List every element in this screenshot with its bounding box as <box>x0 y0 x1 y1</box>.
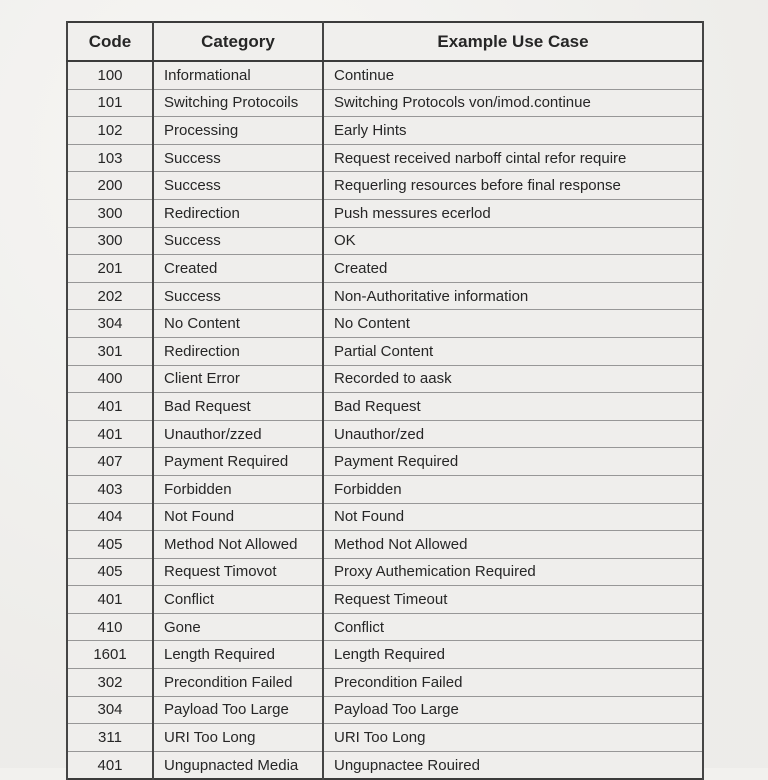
code-cell: 400 <box>67 365 153 393</box>
use-case-cell: Recorded to aask <box>323 365 703 393</box>
code-cell: 311 <box>67 724 153 752</box>
use-case-cell: Switching Protocols von/imod.continue <box>323 89 703 117</box>
header-example-use-case: Example Use Case <box>323 22 703 61</box>
header-code: Code <box>67 22 153 61</box>
category-cell: Forbidden <box>153 475 323 503</box>
code-cell: 405 <box>67 558 153 586</box>
use-case-cell: Created <box>323 255 703 283</box>
category-cell: Switching Protocoils <box>153 89 323 117</box>
code-cell: 103 <box>67 144 153 172</box>
table-row <box>67 117 703 145</box>
table-row <box>67 531 703 559</box>
status-code-table <box>66 21 704 780</box>
use-case-cell: Payload Too Large <box>323 696 703 724</box>
use-case-cell: Non-Authoritative information <box>323 282 703 310</box>
use-case-cell: Forbidden <box>323 475 703 503</box>
use-case-cell: Ungupnactee Rouired <box>323 751 703 779</box>
table-row <box>67 89 703 117</box>
table-row <box>67 751 703 779</box>
table-row <box>67 448 703 476</box>
code-cell: 300 <box>67 199 153 227</box>
table-row <box>67 669 703 697</box>
table-row <box>67 613 703 641</box>
category-cell: Gone <box>153 613 323 641</box>
use-case-cell: Precondition Failed <box>323 669 703 697</box>
category-cell: Payment Required <box>153 448 323 476</box>
table-row <box>67 172 703 200</box>
code-cell: 200 <box>67 172 153 200</box>
code-cell: 410 <box>67 613 153 641</box>
category-cell: Success <box>153 282 323 310</box>
table-header <box>67 22 703 61</box>
category-cell: Ungupnacted Media <box>153 751 323 779</box>
code-cell: 407 <box>67 448 153 476</box>
table-row <box>67 255 703 283</box>
code-cell: 401 <box>67 420 153 448</box>
table-row <box>67 337 703 365</box>
code-cell: 202 <box>67 282 153 310</box>
code-cell: 1601 <box>67 641 153 669</box>
header-category: Category <box>153 22 323 61</box>
table-row <box>67 641 703 669</box>
code-cell: 302 <box>67 669 153 697</box>
category-cell: Length Required <box>153 641 323 669</box>
use-case-cell: Request received narboff cintal refor require <box>323 144 703 172</box>
use-case-cell: Conflict <box>323 613 703 641</box>
code-cell: 405 <box>67 531 153 559</box>
category-cell: Created <box>153 255 323 283</box>
use-case-cell: Request Timeout <box>323 586 703 614</box>
category-cell: Success <box>153 144 323 172</box>
category-cell: Success <box>153 172 323 200</box>
header-row <box>67 22 703 61</box>
use-case-cell: OK <box>323 227 703 255</box>
code-cell: 101 <box>67 89 153 117</box>
table-row <box>67 199 703 227</box>
code-cell: 401 <box>67 586 153 614</box>
table-row <box>67 61 703 89</box>
table-row <box>67 393 703 421</box>
table-row <box>67 558 703 586</box>
use-case-cell: Bad Request <box>323 393 703 421</box>
code-cell: 304 <box>67 696 153 724</box>
use-case-cell: Continue <box>323 61 703 89</box>
category-cell: Informational <box>153 61 323 89</box>
category-cell: Client Error <box>153 365 323 393</box>
table-row <box>67 310 703 338</box>
category-cell: No Content <box>153 310 323 338</box>
code-cell: 401 <box>67 393 153 421</box>
code-cell: 100 <box>67 61 153 89</box>
use-case-cell: Length Required <box>323 641 703 669</box>
category-cell: Conflict <box>153 586 323 614</box>
use-case-cell: Method Not Allowed <box>323 531 703 559</box>
code-cell: 304 <box>67 310 153 338</box>
code-cell: 201 <box>67 255 153 283</box>
category-cell: Unauthor/zzed <box>153 420 323 448</box>
category-cell: Not Found <box>153 503 323 531</box>
use-case-cell: Early Hints <box>323 117 703 145</box>
use-case-cell: Not Found <box>323 503 703 531</box>
table-row <box>67 696 703 724</box>
code-cell: 300 <box>67 227 153 255</box>
category-cell: Redirection <box>153 199 323 227</box>
table-row <box>67 365 703 393</box>
table-row <box>67 420 703 448</box>
table-row <box>67 282 703 310</box>
use-case-cell: Payment Required <box>323 448 703 476</box>
use-case-cell: Partial Content <box>323 337 703 365</box>
use-case-cell: Proxy Authemication Required <box>323 558 703 586</box>
table-row <box>67 503 703 531</box>
code-cell: 301 <box>67 337 153 365</box>
category-cell: Method Not Allowed <box>153 531 323 559</box>
table-body <box>67 61 703 779</box>
use-case-cell: Requerling resources before final response <box>323 172 703 200</box>
category-cell: Processing <box>153 117 323 145</box>
category-cell: Request Timovot <box>153 558 323 586</box>
use-case-cell: Unauthor/zed <box>323 420 703 448</box>
use-case-cell: URI Too Long <box>323 724 703 752</box>
category-cell: Redirection <box>153 337 323 365</box>
table-row <box>67 227 703 255</box>
table-row <box>67 144 703 172</box>
category-cell: Payload Too Large <box>153 696 323 724</box>
code-cell: 404 <box>67 503 153 531</box>
code-cell: 403 <box>67 475 153 503</box>
table-row <box>67 586 703 614</box>
category-cell: Precondition Failed <box>153 669 323 697</box>
category-cell: Success <box>153 227 323 255</box>
code-cell: 401 <box>67 751 153 779</box>
use-case-cell: No Content <box>323 310 703 338</box>
table-row <box>67 475 703 503</box>
code-cell: 102 <box>67 117 153 145</box>
category-cell: URI Too Long <box>153 724 323 752</box>
category-cell: Bad Request <box>153 393 323 421</box>
table-row <box>67 724 703 752</box>
use-case-cell: Push messures ecerlod <box>323 199 703 227</box>
